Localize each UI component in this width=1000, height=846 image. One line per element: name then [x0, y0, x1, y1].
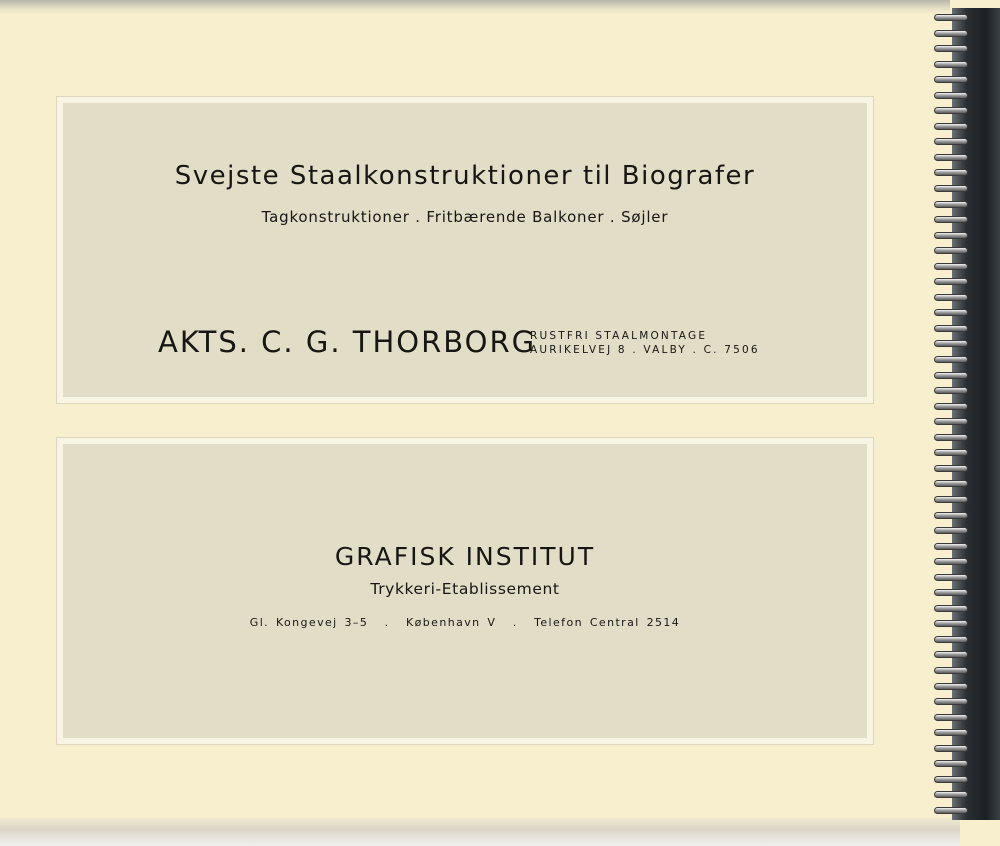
spiral-ring	[934, 651, 968, 658]
spiral-ring	[934, 76, 968, 83]
spiral-ring	[934, 543, 968, 550]
spiral-ring	[934, 434, 968, 441]
spiral-ring	[934, 418, 968, 425]
ad-headline: Svejste Staalkonstruktioner til Biografer	[174, 161, 756, 191]
spiral-ring	[934, 14, 968, 21]
spiral-ring	[934, 465, 968, 472]
spiral-ring	[934, 92, 968, 99]
spiral-ring	[934, 527, 968, 534]
spiral-ring	[934, 278, 968, 285]
spiral-ring	[934, 620, 968, 627]
institute-name: GRAFISK INSTITUT	[334, 542, 596, 571]
spiral-ring	[934, 372, 968, 379]
spiral-ring	[934, 512, 968, 519]
spiral-ring	[934, 294, 968, 301]
spiral-ring	[934, 232, 968, 239]
spiral-ring	[934, 30, 968, 37]
spiral-ring	[934, 807, 968, 814]
spiral-ring	[934, 480, 968, 487]
spiral-ring	[934, 185, 968, 192]
address-phone: Telefon Central 2514	[534, 616, 681, 629]
spiral-ring	[934, 574, 968, 581]
spiral-ring	[934, 403, 968, 410]
spiral-ring	[934, 325, 968, 332]
spiral-ring	[934, 589, 968, 596]
spiral-ring	[934, 107, 968, 114]
spiral-ring	[934, 138, 968, 145]
institute-subtitle: Trykkeri-Etablissement	[370, 580, 560, 598]
spiral-ring	[934, 340, 968, 347]
spiral-ring	[934, 776, 968, 783]
address-street: Gl. Kongevej 3–5	[249, 616, 369, 629]
spiral-ring	[934, 201, 968, 208]
spiral-ring	[934, 558, 968, 565]
company-name: AKTS. C. G. THORBORG	[158, 325, 537, 359]
spiral-ring	[934, 683, 968, 690]
ad-panel	[63, 444, 867, 738]
spiral-binding	[934, 14, 974, 814]
institute-address	[63, 616, 867, 629]
spiral-ring	[934, 760, 968, 767]
spiral-ring	[934, 729, 968, 736]
spiral-ring	[934, 714, 968, 721]
address-separator: .	[384, 616, 390, 629]
spiral-ring	[934, 263, 968, 270]
page-top-shadow	[0, 0, 950, 14]
company-address: AURIKELVEJ 8 . VALBY . C. 7506	[530, 344, 760, 356]
spiral-ring	[934, 154, 968, 161]
address-city: København V	[406, 616, 497, 629]
company-tagline: RUSTFRI STAALMONTAGE	[530, 330, 708, 342]
spiral-ring	[934, 247, 968, 254]
spiral-ring	[934, 791, 968, 798]
spiral-ring	[934, 387, 968, 394]
spiral-ring	[934, 667, 968, 674]
spiral-ring	[934, 496, 968, 503]
spiral-ring	[934, 45, 968, 52]
spiral-ring	[934, 61, 968, 68]
ad-panel	[63, 103, 867, 397]
spiral-ring	[934, 216, 968, 223]
spiral-ring	[934, 605, 968, 612]
page-bottom-edge	[0, 818, 960, 846]
advertisement-grafisk-institut	[56, 437, 874, 745]
company-details	[530, 329, 760, 357]
spiral-ring	[934, 123, 968, 130]
spiral-ring	[934, 449, 968, 456]
spiral-ring	[934, 698, 968, 705]
spiral-ring	[934, 636, 968, 643]
spiral-ring	[934, 169, 968, 176]
advertisement-thorborg	[56, 96, 874, 404]
spiral-ring	[934, 356, 968, 363]
spiral-ring	[934, 745, 968, 752]
spiral-ring	[934, 309, 968, 316]
ad-subline: Tagkonstruktioner . Fritbærende Balkoner . Søjler	[261, 208, 669, 226]
address-separator: .	[512, 616, 518, 629]
